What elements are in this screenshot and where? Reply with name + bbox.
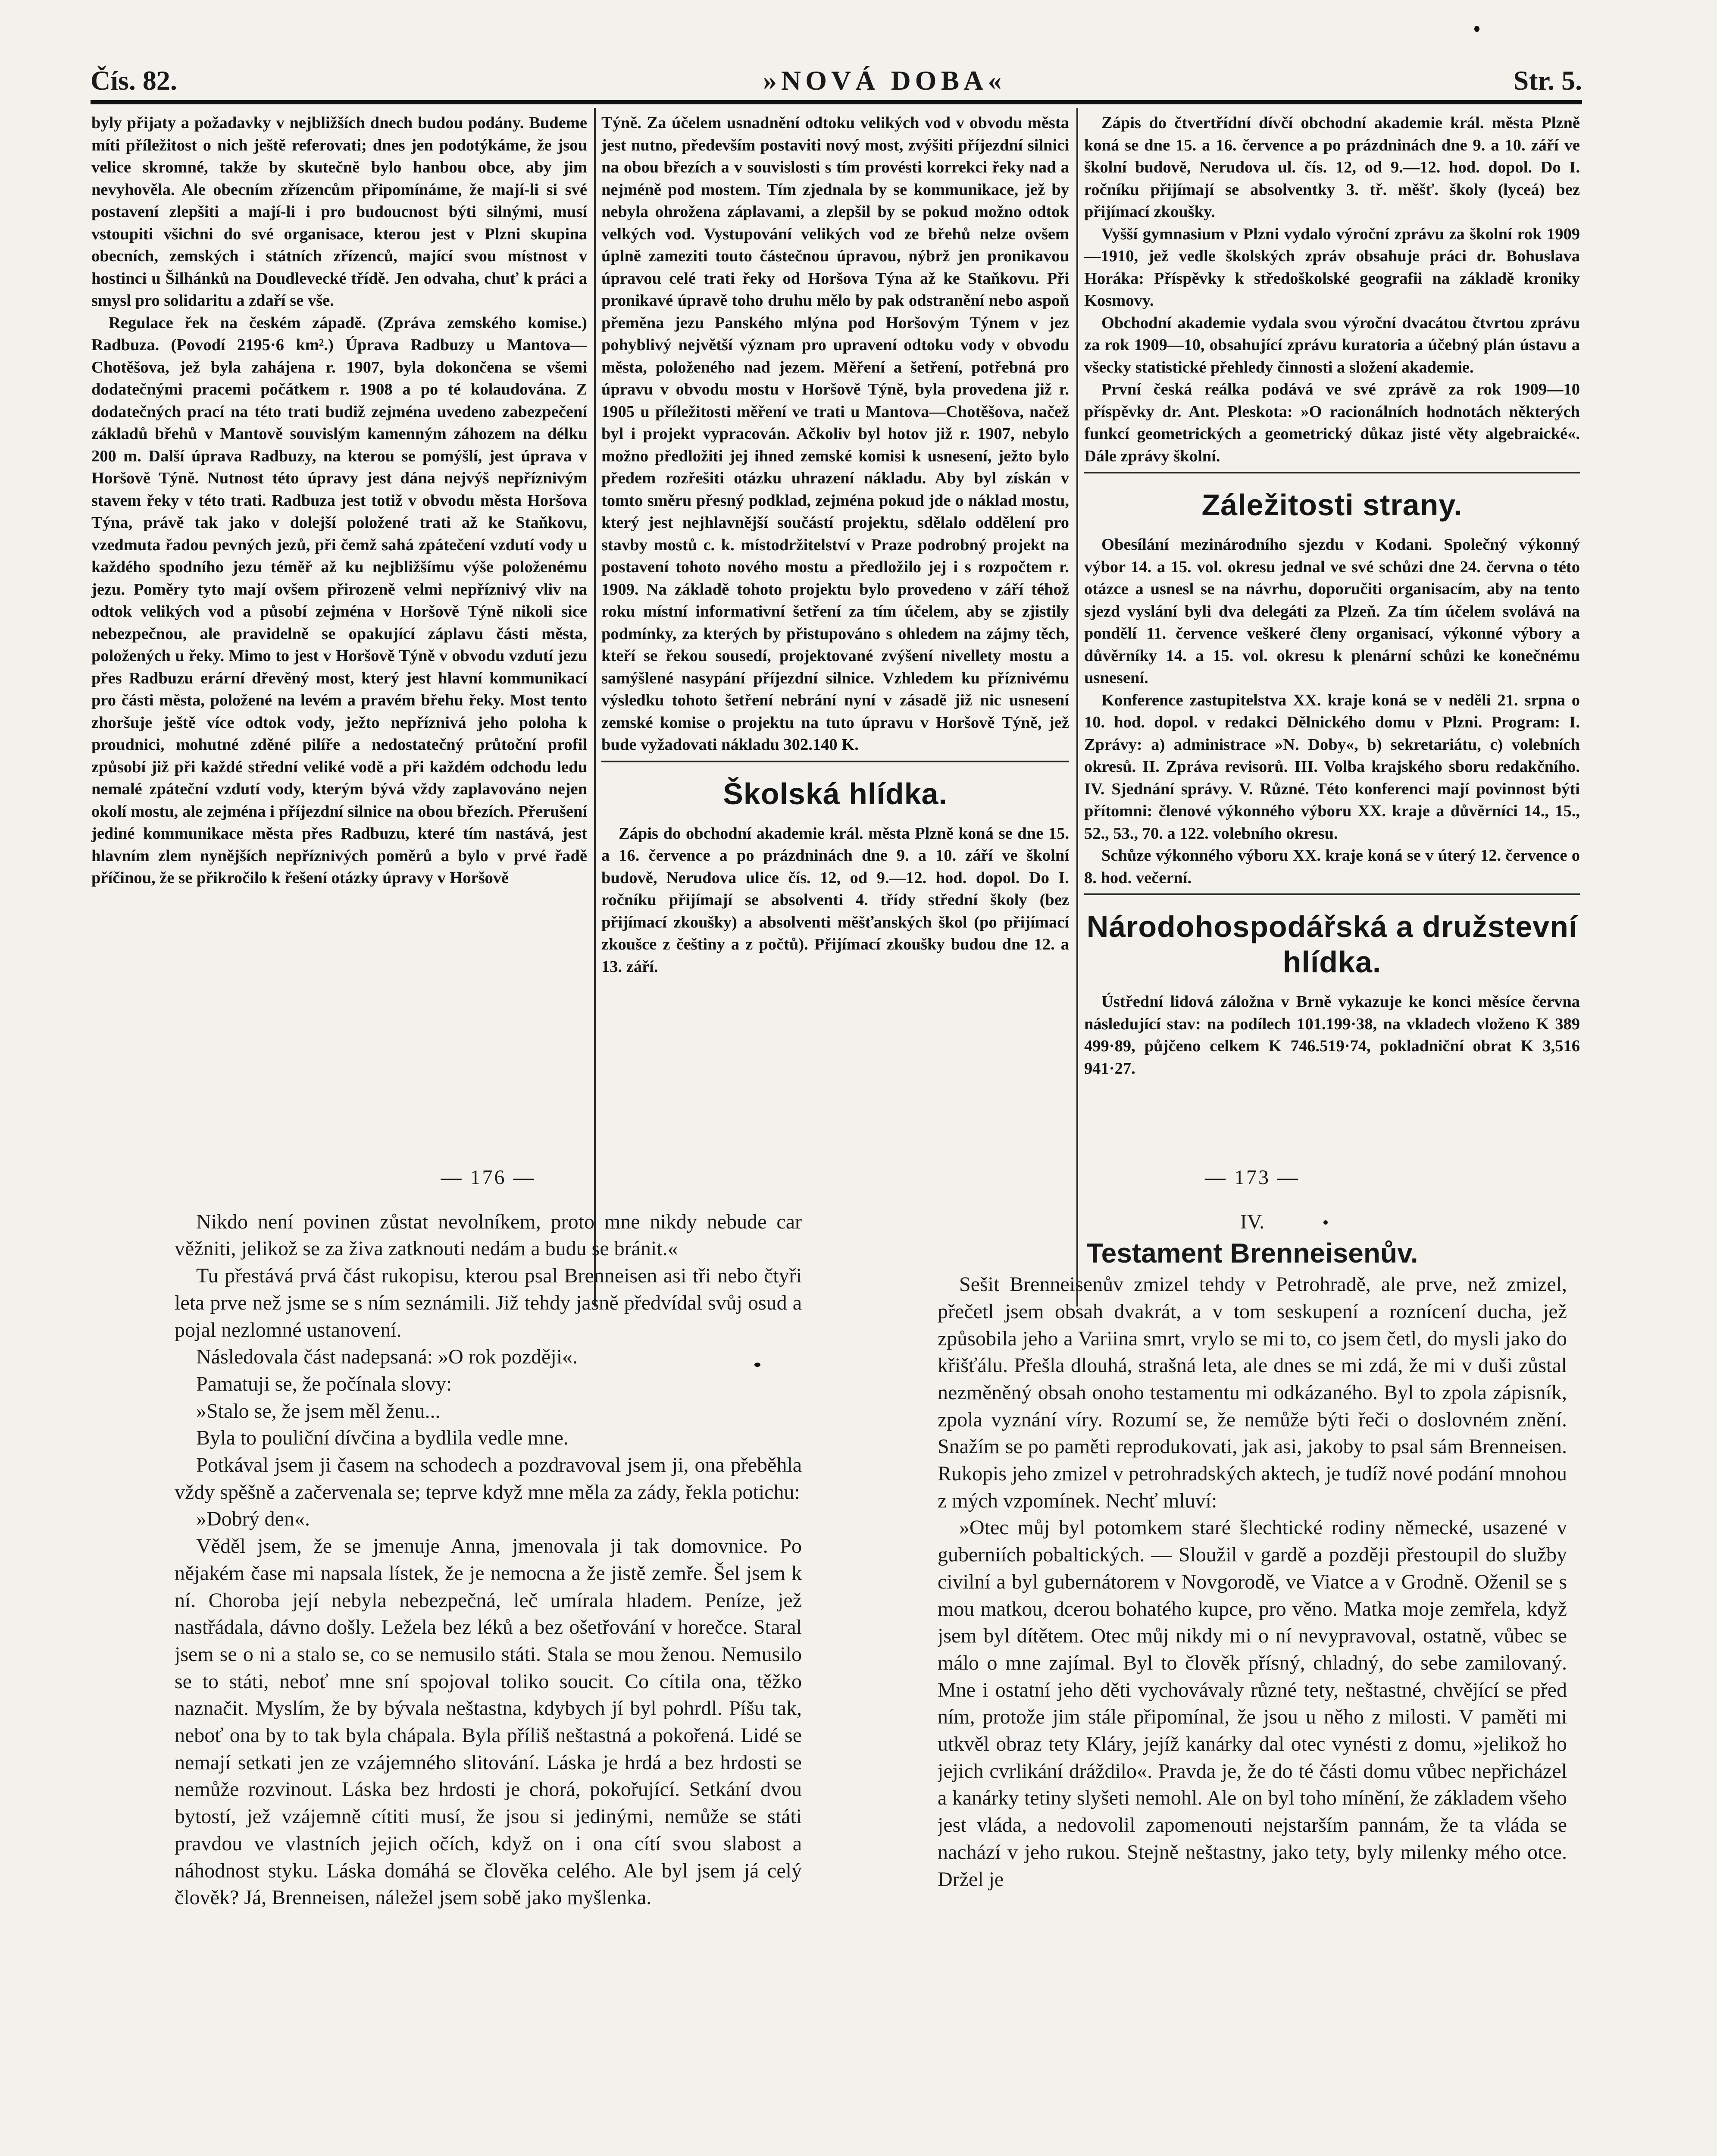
- chapter-title: Testament Brenneisenův.: [1086, 1238, 1418, 1269]
- novel-paragraph: Tu přestává prvá část rukopisu, kterou psal Brenneisen asi tři nebo čtyři leta prve než jsme se s ním seznámili. Již tehdy jasně předvídal svůj osud a pojal nezlomné ustanovení.: [175, 1264, 802, 1341]
- article-paragraph: Obesílání mezinárodního sjezdu v Kodani. Společný výkonný výbor 14. a 15. vol. okresu jednal ve své schůzi dne 24. června o této otázce a usnesl se na návrhu, doporučiti organisacím, aby na tento sjezd vyslání byli dva delegáti za Plzeň. Za tím účelem svolává na pondělí 11. července veškeré členy organisací, výkonné výbory a důvěrníky 14. a 15. vol. okresu k plenární schůzi ke konečnému usnesení.: [1084, 536, 1580, 687]
- section-heading-school: Školská hlídka.: [723, 777, 948, 811]
- novel-page-right: [938, 1164, 1567, 2156]
- article-paragraph: Ústřední lidová záložna v Brně vykazuje ke konci měsíce června následující stav: na podílech 101.199·38, na vkladech vloženo K 389 499·89, půjčeno celkem K 746.519·74, pokladniční obrat K 3,516 941·27.: [1084, 993, 1580, 1078]
- section-heading-economy: Národohospodářská a družstevní hlídka.: [1086, 910, 1578, 979]
- article-paragraph: Schůze výkonného výboru XX. kraje koná se v úterý 12. července o 8. hod. večerní.: [1084, 846, 1580, 887]
- article-paragraph: Zápis do obchodní akademie král. města Plzně koná se dne 15. a 16. července a po prázdninách dne 9. a 10. září ve školní budově, Nerudova ulice čís. 12, od 9.—12. hod. dopol. Do I. ročníku přijímají se absolventi 4. třídy střední školy (bez přijímací zkoušky) a absolventi měšťanských škol (po přijímací zkoušce z češtiny a z počtů). Přijímací zkoušky budou dne 12. a 13. září.: [601, 824, 1069, 976]
- novel-paragraph: »Stalo se, že jsem měl ženu...: [196, 1399, 441, 1423]
- header-rule: [91, 100, 1582, 104]
- column-2: [601, 112, 1069, 1315]
- novel-paragraph: Následovala část nadepsaná: »O rok později«.: [196, 1345, 578, 1369]
- novel-paragraph: Pamatuji se, že počínala slovy:: [196, 1372, 452, 1395]
- novel-paragraph: Věděl jsem, že se jmenuje Anna, jmenovala ji tak domovnice. Po nějakém čase mi napsala lístek, že je nemocna a že jistě zemře. Šel jsem k ní. Choroba její nebyla nebezpečná, leč umírala hladem. Peníze, jež nastřádala, dávno došly. Ležela bez léků a bez ošetřování v horečce. Staral jsem se o ni a stalo se, co se nemusilo státi. Stala se mou ženou. Nemusilo se to státi, neboť mne sní spojoval toliko soucit. Co cítila ona, těžko naznačit. Myslím, že by bývala neštastna, kdybych jí byl pohrdl. Píšu tak, neboť ona by to tak byla chápala. Byla příliš neštastná a pokořená. Lidé se nemají setkati jen ze vzájemného slitování. Láska je hrdá a bez hrdosti se nemůže rozvinout. Láska bez hrdosti je chorá, pokořující. Setkání dvou bytostí, jež vzájemně cítiti musí, že jsou si jedinými, nemůže se státi pravdou ve vlastních jejich očích, když on i ona cítí svou slabost a náhodnost styku. Láska domáhá se člověka celého. Ale byl jsem já celý člověk? Já, Brenneisen, náležel jsem sobě jako myšlenka.: [175, 1535, 802, 1909]
- issue-number: Čís. 82.: [91, 65, 177, 96]
- article-paragraph: Regulace řek na českém západě. (Zpráva zemského komise.) Radbuza. (Povodí 2195·6 km².) Úprava Radbuzy u Mantova—Chotěšova, jež byla zahájena r. 1907, byla dokončena se všemi dodatečnými pracemi počátkem r. 1908 a po té kolaudována. Z dodatečných prací na této trati budiž zejména uvedeno zabezpečení základů břehů v Mantově souvislým kamenným záhozem na délku 200 m. Další úprava Radbuzy, na kterou se pomýšlí, jest úprava v Horšově Týně. Nutnost této úpravy jest dána nejvýš nepříznivým stavem řeky v této trati. Radbuza jest totiž v obvodu města Horšova Týna, právě tak jako v dolejší položené trati až ke Staňkovu, vzedmuta řadou pevných jezů, při čemž sahá zpátečení vzdutí vody u každého spodního jezu téměř až ku nejbližšímu výše položenému jezu. Poměry tyto mají ovšem přirozeně velmi nepříznivý vliv na odtok velikých vod a působí zejména v Horšově Týně nikoli sice nebezpečnou, ale pravidelně se opakující záplavu části města, položených u řeky. Mimo to jest v Horšově Týně v obvodu vzdutí jezu přes Radbuzu erární dřevěný most, který jest hlavní kommunikací pro části města, položené na levém a pravém břehu řeky. Most tento zhoršuje ještě více odtok vody, ježto nepříznivá jeho poloha k proudnici, mohutné zděné pilíře a nedostatečný průtoční profil způsobí již při každé střední veliké vodě a při každém odchodu ledu nemalé zpáteční vzdutí vody, kterým bývá vždy zaplavováno nejen okolí mostu, ale zejména i příjezdní silnice na obou březích. Přerušení jediné kommunikace města přes Radbuzu, které tím nastává, jest hlavním zlem nynějších nepříznivých poměrů a bylo v prvé řadě příčinou, že se přikročilo k řešení otázky úpravy v Horšově: [91, 313, 587, 887]
- column-3: [1084, 112, 1580, 1315]
- novel-paragraph: »Otec můj byl potomkem staré šlechtické rodiny německé, usazené v guberniích pobaltických. — Sloužil v gardě a později přestoupil do služby civilní a byl gubernátorem v Novgorodě, ve Viatce a v Grodně. Oženil se s mou matkou, dcerou bohatého kupce, pro věno. Matka moje zemřela, když jsem byl dítětem. Otec můj nikdy mi o ní nevypravoval, ostatně, vůbec se málo o mne zajímal. Byl to člověk přísný, chladný, do sebe zamilovaný. Mne i ostatní jeho děti vychovávaly různé tety, neštastné, chvějící se před ním, protože jim stále připomínal, že jsou u něho z milosti. V paměti mi utkvěl obraz tety Kláry, jejíž kanárky dal otec vynésti z domu, »jelikož ho jejich cvrlikání dráždilo«. Pravda je, že do té části domu vůbec nepřicházel a kanárky tetiny slyšeti nemohl. Ale on byl toho mínění, že základem všeho jest vláda, a nedovolil zapomenouti nejstarším pannám, že ta vláda se nachází v jeho rukou. Stejně neštastny, jako tety, byly milenky mého otce. Držel je: [938, 1516, 1567, 1891]
- article-paragraph: Konference zastupitelstva XX. kraje koná se v neděli 21. srpna o 10. hod. dopol. v redakci Dělnického domu v Plzni. Program: I. Zprávy: a) administrace »N. Doby«, b) sekretariátu, c) volebních okresů. II. Zpráva revisorů. III. Volba krajského sboru redakčního. IV. Sjednání správy. V. Různé. Této konferenci mají povinnost býti přítomni: členové výkonného výboru XX. kraje a důvěrníci 14., 15., 52., 53., 70. a 122. volebního okresu.: [1084, 691, 1580, 843]
- newspaper-title: »NOVÁ DOBA«: [763, 65, 1006, 96]
- novel-page-left: [175, 1164, 802, 2156]
- novel-paragraph: Sešit Brenneisenův zmizel tehdy v Petrohradě, ale prve, než zmizel, přečetl jsem obsah dvakrát, a v tom seskupení a roznícení ducha, jež způsobila jeho a Variina smrt, vrylo se mi to, co jsem četl, do mysli jako do křišťálu. Přešla dlouhá, strašná leta, ale dnes se mi zdá, že mi v duši zůstal nezměněný obsah onoho testamentu mi odkázaného. Byl to zpola zápisník, zpola vyznání víry. Rozumí se, že nemůže býti řeči o doslovném znění. Snažím se po paměti reprodukovati, jak asi, jakoby to psal sám Brenneisen. Rukopis jeho zmizel v petrohradských aktech, je tudíž nové podání mnohou z mých vzpomínek. Nechť mluví:: [938, 1273, 1567, 1512]
- section-heading-party: Záležitosti strany.: [1201, 488, 1463, 522]
- article-paragraph: byly přijaty a požadavky v nejbližších dnech budou podány. Budeme míti příležitost o nich ještě referovati; dnes jen podotýkáme, že jsou velice skromné, takže by skutečně bylo hanbou obce, aby jim nevyhověla. Ale obecním zřízencům připomínáme, že mají-li si své postavení zlepšiti a mají-li i pro budoucnost býti silnými, musí vstoupiti všichni do své organisace, kterou jest v Plzni skupina obecních, zemských i státních zřízenců, mající svou místnost v hostinci u Šilhánků na Doudlevecké třídě. Jen odvaha, chuť k práci a smysl pro solidaritu a zdaří se vše.: [91, 114, 587, 310]
- page-label: Str. 5.: [1513, 65, 1582, 96]
- section-rule: [1084, 472, 1580, 473]
- novel-paragraph: »Dobrý den«.: [196, 1507, 310, 1531]
- column-1: [91, 112, 587, 1315]
- section-rule: [1084, 893, 1580, 895]
- article-paragraph: První česká reálka podává ve své zprávě za rok 1909—10 příspěvky dr. Ant. Pleskota: »O racionálních hodnotách některých funkcí geometrických a geometrický důkaz jisté věty algebraické«. Dále zprávy školní.: [1084, 380, 1580, 465]
- section-rule: [601, 761, 1069, 762]
- article-paragraph: Zápis do čtvertřídní dívčí obchodní akademie král. města Plzně koná se dne 15. a 16. července a po prázdninách dne 9. a 10. září ve školní budově, Nerudova ul. čís. 12, od 9.—12. hod. dopol. Do I. ročníku přijímají se absolventky 3. tř. měšť. školy (lyceá) bez přijímací zkoušky.: [1084, 114, 1580, 221]
- page-header: [91, 60, 1582, 99]
- article-paragraph: Obchodní akademie vydala svou výroční dvacátou čtvrtou zprávu za rok 1909—10, obsahující zprávu kuratoria a účebný plán ústavu a všecky statistické přehledy činnosti a složení akademie.: [1084, 313, 1580, 376]
- scan-speck: [1323, 1220, 1328, 1225]
- novel-paragraph: Nikdo není povinen zůstat nevolníkem, proto mne nikdy nebude car věžniti, jelikož se za živa zatknouti nedám a budu se bránit.«: [175, 1210, 802, 1260]
- column-divider-1: [594, 108, 596, 1307]
- article-paragraph: Týně. Za účelem usnadnění odtoku velikých vod v obvodu města jest nutno, především postaviti nový most, zvýšiti příjezdní silnici na obou březích a v souvislosti s tím provésti korrekci řeky nad a nejméně pod mostem. Tím zjednala by se kommunikace, jež by nebyla ohrožena záplavami, a zlepšil by se pokud možno odtok velkých vod. Vystupování velikých vod ze břehů nelze ovšem úplně zameziti touto částečnou úpravou, nýbrž jen pronikavou úpravou celé trati řeky od Horšova Týna až ke Staňkovu. Při pronikavé úpravě toho druhu mělo by pak odstranění nebo aspoň přeměna jezu Panského mlýna pod Horšovým Týnem v jez pohyblivý největší význam pro upravení odtoku vody v obvodu města, položeného nad jezem. Měření a šetření, potřebná pro úpravu v obvodu mostu v Horšově Týně, byla provedena již r. 1905 u příležitosti měření ve trati u Mantova—Chotěšova, načež byl i projekt vypracován. Ačkoliv byl hotov již r. 1907, nebylo možno předložiti jej ihned zemské komisi k usnesení, ježto bylo předem rozřešiti otázku uhrazení nákladu. Aby byl získán v tomto směru přesný podklad, zejména pokud jde o náklad mostu, který jest nejhlavnější součástí projektu, sdělalo oddělení pro stavby mostů c. k. místodržitelství v Praze podrobný projekt na postavení tohoto nového mostu a předložilo jej i s rozpočtem r. 1909. Na základě tohoto projektu bylo provedeno v září téhož roku místní informativní šetření za tím účelem, aby se zjistily podmínky, za kterých by přistupováno s ohledem na zájmy těch, kteří se řekou sousedí, projektované zvýšení nivellety mostu a samýšlené nasypání příjezdní silnice. Vzhledem ku příznivému výsledku tohoto šetření nebrání nyní v zásadě již nic usnesení zemské komise o projektu na tuto úpravu v Horšově Týně, jež bude vyžadovati nákladu 302.140 K.: [601, 114, 1069, 754]
- novel-paragraph: Potkával jsem ji časem na schodech a pozdravoval jsem ji, ona přeběhla vždy spěšně a začervenala se; teprve když mne měla za zády, řekla potichu:: [175, 1454, 802, 1504]
- novel-paragraph: Byla to pouliční dívčina a bydlila vedle mne.: [196, 1426, 569, 1450]
- scan-speck: [1474, 26, 1479, 32]
- article-paragraph: Vyšší gymnasium v Plzni vydalo výroční zprávu za školní rok 1909—1910, jež vedle školských zpráv obsahuje práci dr. Bohuslava Horáka: Příspěvky k středoškolské geografii na základě kroniky Kosmovy.: [1084, 225, 1580, 310]
- scan-speck: [754, 1363, 760, 1367]
- column-divider-2: [1076, 108, 1078, 1307]
- chapter-number: IV.: [1240, 1210, 1265, 1233]
- novel-page-number: — 173 —: [1205, 1166, 1300, 1189]
- novel-page-number: — 176 —: [441, 1166, 536, 1189]
